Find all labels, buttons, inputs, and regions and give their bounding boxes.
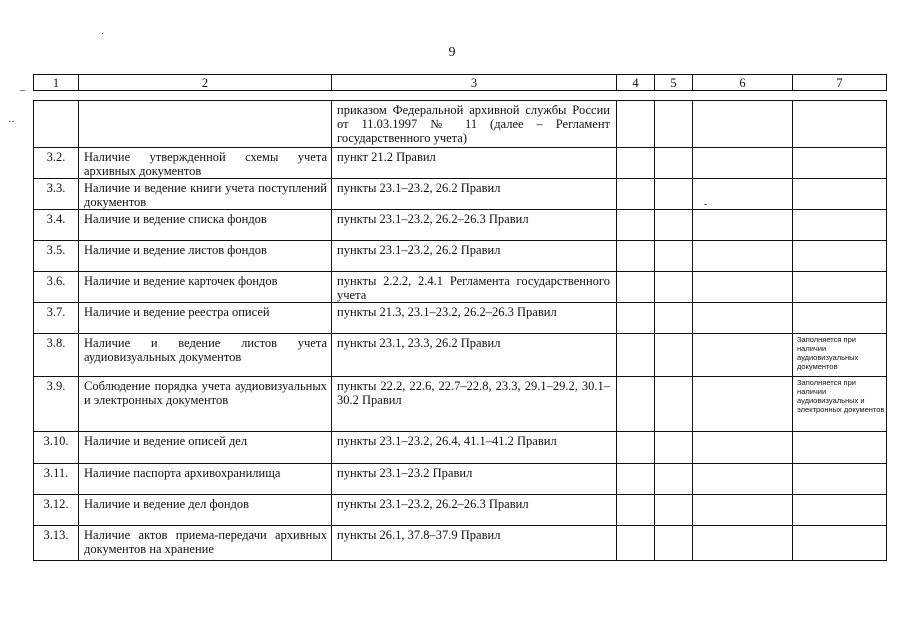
legal-reference: пункты 23.1–23.2, 26.2–26.3 Правил (332, 495, 617, 526)
table-row (34, 495, 887, 526)
requirement-text: Наличие и ведение описей дел (79, 432, 332, 464)
table-row (34, 272, 887, 303)
empty-cell-col-4 (617, 241, 655, 272)
note-cell (793, 148, 887, 179)
empty-cell-col-4 (617, 377, 655, 432)
legal-reference: пункты 23.1–23.2, 26.2 Правил (332, 241, 617, 272)
scan-speck: - (704, 199, 708, 210)
column-header-table (33, 74, 887, 91)
legal-reference: пункты 23.1–23.2, 26.4, 41.1–41.2 Правил (332, 432, 617, 464)
requirement-text: Наличие утвержденной схемы учета архивных документов (79, 148, 332, 179)
row-number: 3.12. (34, 495, 79, 526)
requirement-text: Наличие паспорта архивохранилища (79, 464, 332, 495)
row-number (34, 101, 79, 148)
note-cell (793, 210, 887, 241)
requirement-text: Наличие актов приема-передачи архивных документов на хранение (79, 526, 332, 561)
empty-cell-col-4 (617, 495, 655, 526)
empty-cell-col-6 (693, 377, 793, 432)
row-number: 3.9. (34, 377, 79, 432)
row-number: 3.6. (34, 272, 79, 303)
legal-reference: пункты 23.1–23.2 Правил (332, 464, 617, 495)
empty-cell-col-5 (655, 148, 693, 179)
scan-speck: ·· (8, 117, 15, 128)
table-row (34, 432, 887, 464)
empty-cell-col-4 (617, 526, 655, 561)
requirement-text (79, 101, 332, 148)
table-row (34, 464, 887, 495)
requirement-text: Наличие и ведение дел фондов (79, 495, 332, 526)
table-row (34, 179, 887, 210)
empty-cell-col-6 (693, 303, 793, 334)
empty-cell-col-6 (693, 526, 793, 561)
requirement-text: Наличие и ведение реестра описей (79, 303, 332, 334)
legal-reference: пункты 2.2.2, 2.4.1 Регламента государственного учета (332, 272, 617, 303)
requirement-text: Наличие и ведение списка фондов (79, 210, 332, 241)
note-cell (793, 179, 887, 210)
empty-cell-col-5 (655, 377, 693, 432)
note-cell (793, 303, 887, 334)
empty-cell-col-5 (655, 495, 693, 526)
empty-cell-col-6 (693, 241, 793, 272)
note-cell: Заполняется при наличии аудиовизуальных документов (793, 334, 887, 377)
empty-cell-col-4 (617, 272, 655, 303)
empty-cell-col-6 (693, 101, 793, 148)
empty-cell-col-5 (655, 210, 693, 241)
legal-reference: приказом Федеральной архивной службы России от 11.03.1997 № 11 (далее – Регламент государственного учета) (332, 101, 617, 148)
empty-cell-col-6 (693, 210, 793, 241)
note-cell (793, 526, 887, 561)
row-number: 3.13. (34, 526, 79, 561)
empty-cell-col-5 (655, 334, 693, 377)
header-col-3: 3 (332, 75, 617, 91)
empty-cell-col-6 (693, 464, 793, 495)
note-cell (793, 432, 887, 464)
empty-cell-col-4 (617, 148, 655, 179)
legal-reference: пункт 21.2 Правил (332, 148, 617, 179)
table-row (34, 210, 887, 241)
header-col-2: 2 (79, 75, 332, 91)
legal-reference: пункты 23.1–23.2, 26.2 Правил (332, 179, 617, 210)
empty-cell-col-4 (617, 464, 655, 495)
header-col-4: 4 (617, 75, 655, 91)
requirement-text: Наличие и ведение карточек фондов (79, 272, 332, 303)
page-number: 9 (448, 45, 456, 60)
empty-cell-col-5 (655, 526, 693, 561)
requirement-text: Наличие и ведение книги учета поступлений документов (79, 179, 332, 210)
empty-cell-col-6 (693, 272, 793, 303)
empty-cell-col-4 (617, 179, 655, 210)
row-number: 3.2. (34, 148, 79, 179)
empty-cell-col-6 (693, 334, 793, 377)
table-row (34, 241, 887, 272)
header-col-1: 1 (34, 75, 79, 91)
table-row (34, 148, 887, 179)
scan-speck: – (20, 85, 25, 96)
requirement-text: Наличие и ведение листов фондов (79, 241, 332, 272)
empty-cell-col-4 (617, 432, 655, 464)
table-row (34, 377, 887, 432)
row-number: 3.3. (34, 179, 79, 210)
note-cell (793, 495, 887, 526)
checklist-table (33, 100, 887, 561)
empty-cell-col-6 (693, 179, 793, 210)
row-number: 3.10. (34, 432, 79, 464)
empty-cell-col-6 (693, 148, 793, 179)
empty-cell-col-5 (655, 272, 693, 303)
legal-reference: пункты 26.1, 37.8–37.9 Правил (332, 526, 617, 561)
requirement-text: Наличие и ведение листов учета аудиовизуальных документов (79, 334, 332, 377)
empty-cell-col-5 (655, 464, 693, 495)
note-cell (793, 241, 887, 272)
row-number: 3.8. (34, 334, 79, 377)
legal-reference: пункты 23.1–23.2, 26.2–26.3 Правил (332, 210, 617, 241)
row-number: 3.7. (34, 303, 79, 334)
empty-cell-col-4 (617, 334, 655, 377)
empty-cell-col-6 (693, 495, 793, 526)
note-cell (793, 464, 887, 495)
empty-cell-col-5 (655, 241, 693, 272)
empty-cell-col-5 (655, 101, 693, 148)
scan-speck: · (101, 29, 105, 40)
row-number: 3.5. (34, 241, 79, 272)
empty-cell-col-5 (655, 432, 693, 464)
requirement-text: Соблюдение порядка учета аудиовизуальных и электронных документов (79, 377, 332, 432)
note-cell (793, 101, 887, 148)
header-col-7: 7 (793, 75, 887, 91)
header-col-6: 6 (693, 75, 793, 91)
empty-cell-col-5 (655, 303, 693, 334)
empty-cell-col-4 (617, 210, 655, 241)
note-cell: Заполняется при наличии аудиовизуальных и электронных документов (793, 377, 887, 432)
empty-cell-col-6 (693, 432, 793, 464)
legal-reference: пункты 23.1, 23.3, 26.2 Правил (332, 334, 617, 377)
table-row (34, 303, 887, 334)
table-row (34, 101, 887, 148)
row-number: 3.4. (34, 210, 79, 241)
row-number: 3.11. (34, 464, 79, 495)
table-row (34, 334, 887, 377)
note-cell (793, 272, 887, 303)
legal-reference: пункты 22.2, 22.6, 22.7–22.8, 23.3, 29.1–29.2, 30.1–30.2 Правил (332, 377, 617, 432)
empty-cell-col-4 (617, 303, 655, 334)
header-row (34, 75, 887, 91)
header-col-5: 5 (655, 75, 693, 91)
table-row (34, 526, 887, 561)
legal-reference: пункты 21.3, 23.1–23.2, 26.2–26.3 Правил (332, 303, 617, 334)
empty-cell-col-5 (655, 179, 693, 210)
empty-cell-col-4 (617, 101, 655, 148)
